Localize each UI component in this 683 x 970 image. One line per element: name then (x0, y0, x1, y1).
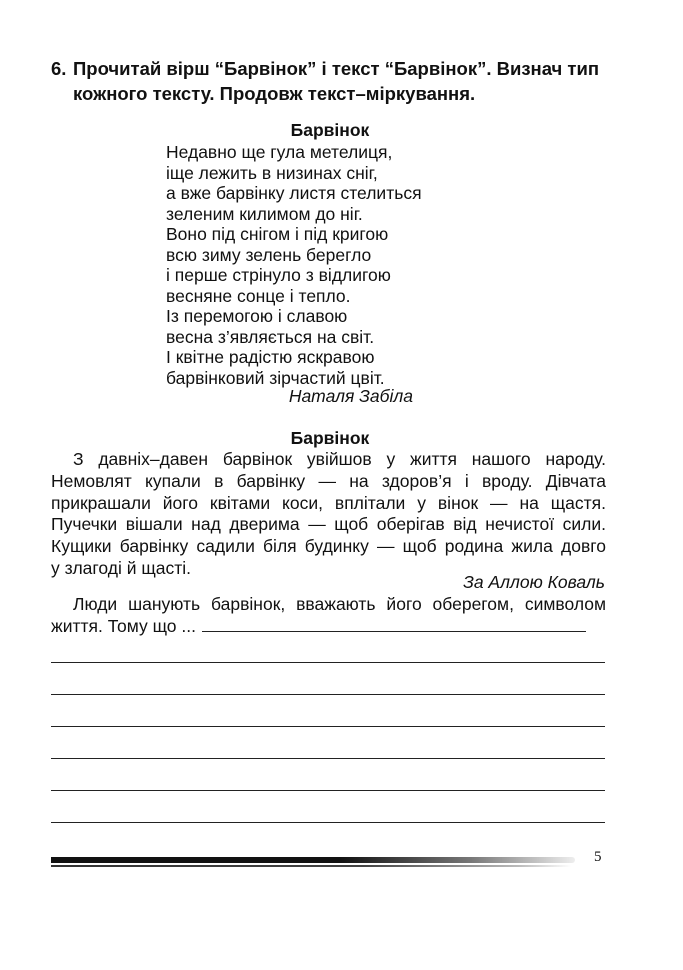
prose-line: у злагоді й щасті. (51, 557, 191, 578)
poem-line: Із перемогою і славою (166, 306, 348, 326)
prose-title: Барвінок (290, 428, 370, 448)
poem-line: зеленим килимом до ніг. (166, 203, 363, 224)
page-number: 5 (594, 849, 602, 865)
poem-line: весна з’являється на світ. (166, 326, 375, 347)
answer-line[interactable] (51, 662, 605, 663)
prose-line: Пучечки вішали над дверима — щоб оберігав від нечистої сили. (51, 514, 606, 535)
task-text-line-1: Прочитай вірш “Барвінок” і текст “Барвінок”. Визнач тип (73, 58, 600, 79)
poem-line: весняне сонце і тепло. (166, 285, 351, 306)
poem-line: Недавно ще гула метелиця, (166, 142, 393, 162)
continuation-line-2 (51, 616, 606, 638)
continuation-paragraph (51, 594, 606, 638)
poem-line: Воно під снігом і під кригою (166, 224, 389, 244)
footer-rule (51, 857, 575, 863)
answer-line[interactable] (51, 694, 605, 695)
poem-author: Наталя Забіла (288, 386, 413, 406)
poem-line: а вже барвінку листя стелиться (166, 183, 422, 203)
answer-line[interactable] (51, 758, 605, 759)
prose-line: Немовлят купали в барвінку — на здоров’я і вроду. Дівчата (51, 470, 606, 491)
answer-line[interactable] (51, 822, 605, 823)
poem-line: І квітне радістю яскравою (166, 347, 375, 367)
poem-title: Барвінок (290, 120, 370, 140)
poem-line: барвінковий зірчастий цвіт. (166, 367, 385, 388)
continuation-line-1: Люди шанують барвінок, вважають його оберегом, символом (73, 594, 606, 614)
prose-line: Кущики барвінку садили біля будинку — щоб родина жила довго (51, 536, 606, 557)
footer-rule-thin (51, 865, 571, 867)
poem-body (166, 142, 422, 388)
prose-line: прикрашали його квітами коси, вплітали у вінок — на щастя. (51, 492, 606, 513)
prose-body (51, 449, 606, 580)
prose-line: З давніх–давен барвінок увійшов у життя нашого народу. (73, 449, 606, 469)
poem-line: і перше стрінуло з відлигою (166, 265, 391, 285)
answer-line[interactable] (51, 726, 605, 727)
task-number: 6. (51, 58, 67, 79)
prose-author: За Аллою Коваль (463, 572, 605, 592)
answer-blank-inline[interactable] (202, 617, 586, 632)
poem-line: всю зиму зелень берегло (166, 244, 372, 265)
task-text-line-2: кожного тексту. Продовж текст–міркування. (73, 83, 476, 104)
continuation-prompt: життя. Тому що ... (51, 615, 196, 636)
answer-line[interactable] (51, 790, 605, 791)
poem-line: іще лежить в низинах сніг, (166, 162, 378, 183)
